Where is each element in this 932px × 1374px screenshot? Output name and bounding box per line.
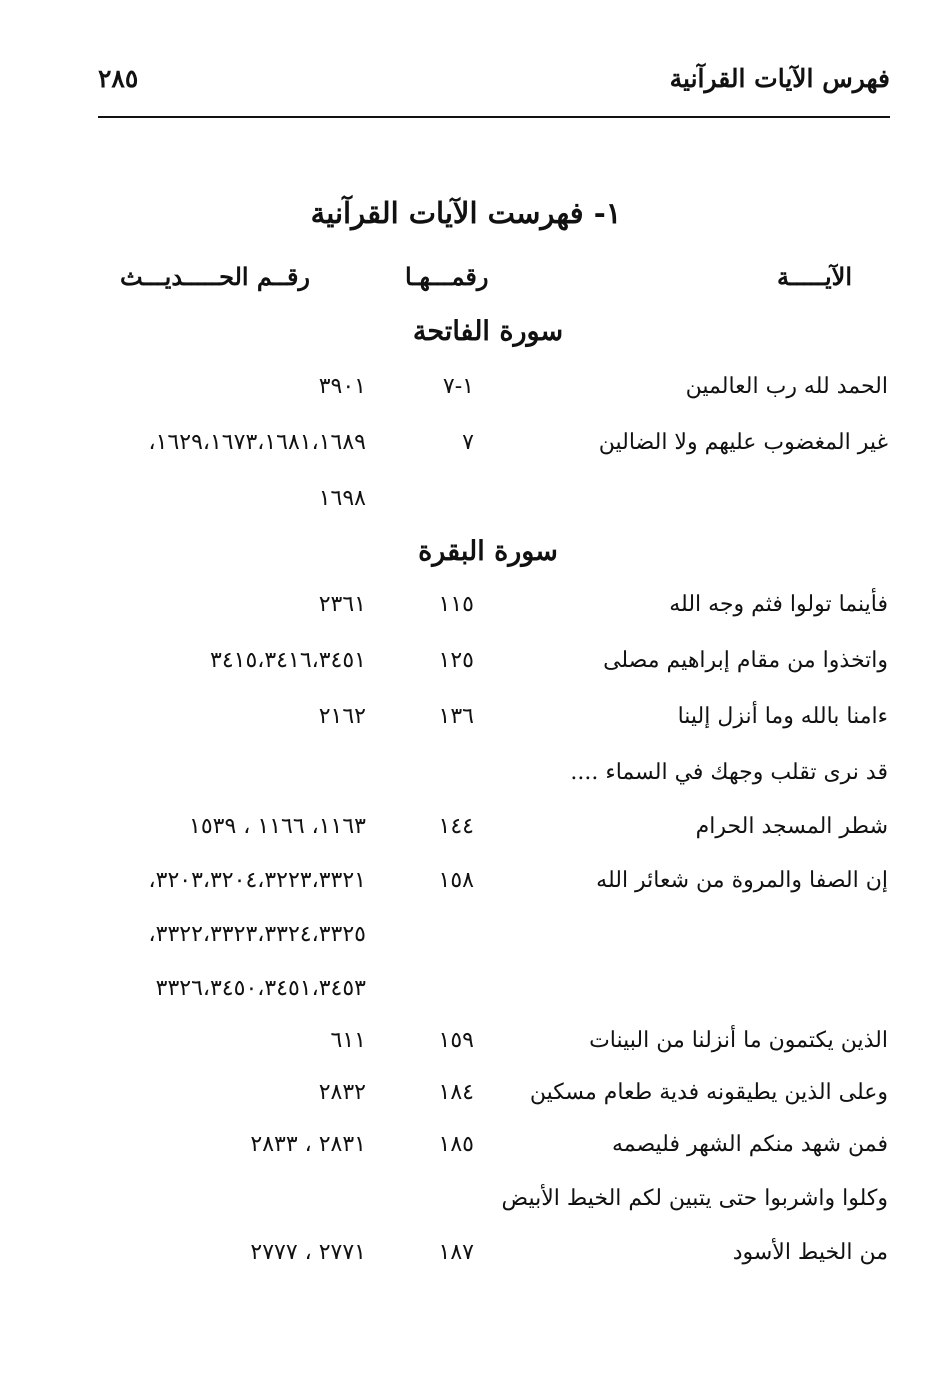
running-title: فهرس الآيات القرآنية <box>669 64 890 93</box>
surah-heading-fatiha: سورة الفاتحة <box>412 316 564 347</box>
index-row <box>0 1240 932 1280</box>
index-row <box>0 648 932 688</box>
verse-text: غير المغضوب عليهم ولا الضالين <box>598 430 888 455</box>
verse-number: ١٣٦ <box>438 704 474 729</box>
hadith-numbers: ١١٦٣، ١١٦٦ ، ١٥٣٩ <box>189 814 366 839</box>
index-row <box>0 922 932 962</box>
verse-number: ٧ <box>462 430 474 455</box>
verse-number: ١٥٨ <box>438 868 474 893</box>
verse-text: شطر المسجد الحرام <box>695 814 888 839</box>
verse-text: إن الصفا والمروة من شعائر الله <box>596 868 888 893</box>
header-rule <box>98 116 890 118</box>
verse-number: ١-٧ <box>442 374 474 399</box>
index-title: ١- فهرست الآيات القرآنية <box>310 196 622 230</box>
verse-number: ١٢٥ <box>438 648 474 673</box>
index-row <box>0 1080 932 1120</box>
page-number: ٢٨٥ <box>98 64 139 93</box>
index-row <box>0 814 932 854</box>
hadith-numbers: ٢٣٦١ <box>318 592 366 617</box>
hadith-numbers: ٢١٦٢ <box>318 704 366 729</box>
verse-text: الذين يكتمون ما أنزلنا من البينات <box>589 1028 888 1053</box>
index-row <box>0 486 932 526</box>
index-row <box>0 430 932 470</box>
index-row <box>0 592 932 632</box>
index-row <box>0 1028 932 1068</box>
surah-heading-baqarah: سورة البقرة <box>418 536 558 567</box>
index-row <box>0 1132 932 1172</box>
verse-number: ١٨٥ <box>438 1132 474 1157</box>
index-row <box>0 760 932 800</box>
index-row <box>0 868 932 908</box>
running-head <box>98 64 890 104</box>
index-row <box>0 1186 932 1226</box>
hadith-numbers: ٣٣٢٢،٣٣٢٣،٣٣٢٤،٣٣٢٥، <box>148 922 366 947</box>
hadith-numbers: ٢٨٣٢ <box>318 1080 366 1105</box>
verse-text: وعلى الذين يطيقونه فدية طعام مسكين <box>529 1080 888 1105</box>
column-header-hadith-number: رقــم الحـــــديـــث <box>120 262 311 291</box>
hadith-numbers: ٦١١ <box>330 1028 366 1053</box>
verse-number: ١٨٧ <box>438 1240 474 1265</box>
column-header-verse-number: رقمـــهـا <box>405 262 489 291</box>
verse-text: الحمد لله رب العالمين <box>685 374 888 399</box>
hadith-numbers: ١٦٢٩،١٦٧٣،١٦٨١،١٦٨٩، <box>148 430 366 455</box>
hadith-numbers: ٣٩٠١ <box>318 374 366 399</box>
hadith-numbers: ٢٨٣١ ، ٢٨٣٣ <box>250 1132 366 1157</box>
verse-number: ١٤٤ <box>438 814 474 839</box>
verse-text: ءامنا بالله وما أنزل إلينا <box>677 704 888 729</box>
verse-text: قد نرى تقلب وجهك في السماء .... <box>570 760 888 785</box>
verse-number: ١٨٤ <box>438 1080 474 1105</box>
column-header-verse: الآيـــــة <box>776 262 852 291</box>
index-row <box>0 976 932 1016</box>
verse-text: واتخذوا من مقام إبراهيم مصلى <box>603 648 888 673</box>
verse-number: ١٥٩ <box>438 1028 474 1053</box>
hadith-numbers: ١٦٩٨ <box>318 486 366 511</box>
hadith-numbers: ٣٣٢٦،٣٤٥٠،٣٤٥١،٣٤٥٣ <box>155 976 366 1001</box>
verse-text: فمن شهد منكم الشهر فليصمه <box>611 1132 888 1157</box>
index-row <box>0 374 932 414</box>
verse-text: وكلوا واشربوا حتى يتبين لكم الخيط الأبيض <box>501 1186 888 1211</box>
verse-text: من الخيط الأسود <box>732 1240 888 1265</box>
verse-number: ١١٥ <box>438 592 474 617</box>
hadith-numbers: ٣٤١٥،٣٤١٦،٣٤٥١ <box>210 648 366 673</box>
verse-text: فأينما تولوا فثم وجه الله <box>669 592 888 617</box>
hadith-numbers: ٢٧٧١ ، ٢٧٧٧ <box>250 1240 366 1265</box>
hadith-numbers: ٣٢٠٣،٣٢٠٤،٣٢٢٣،٣٣٢١، <box>148 868 366 893</box>
index-row <box>0 704 932 744</box>
